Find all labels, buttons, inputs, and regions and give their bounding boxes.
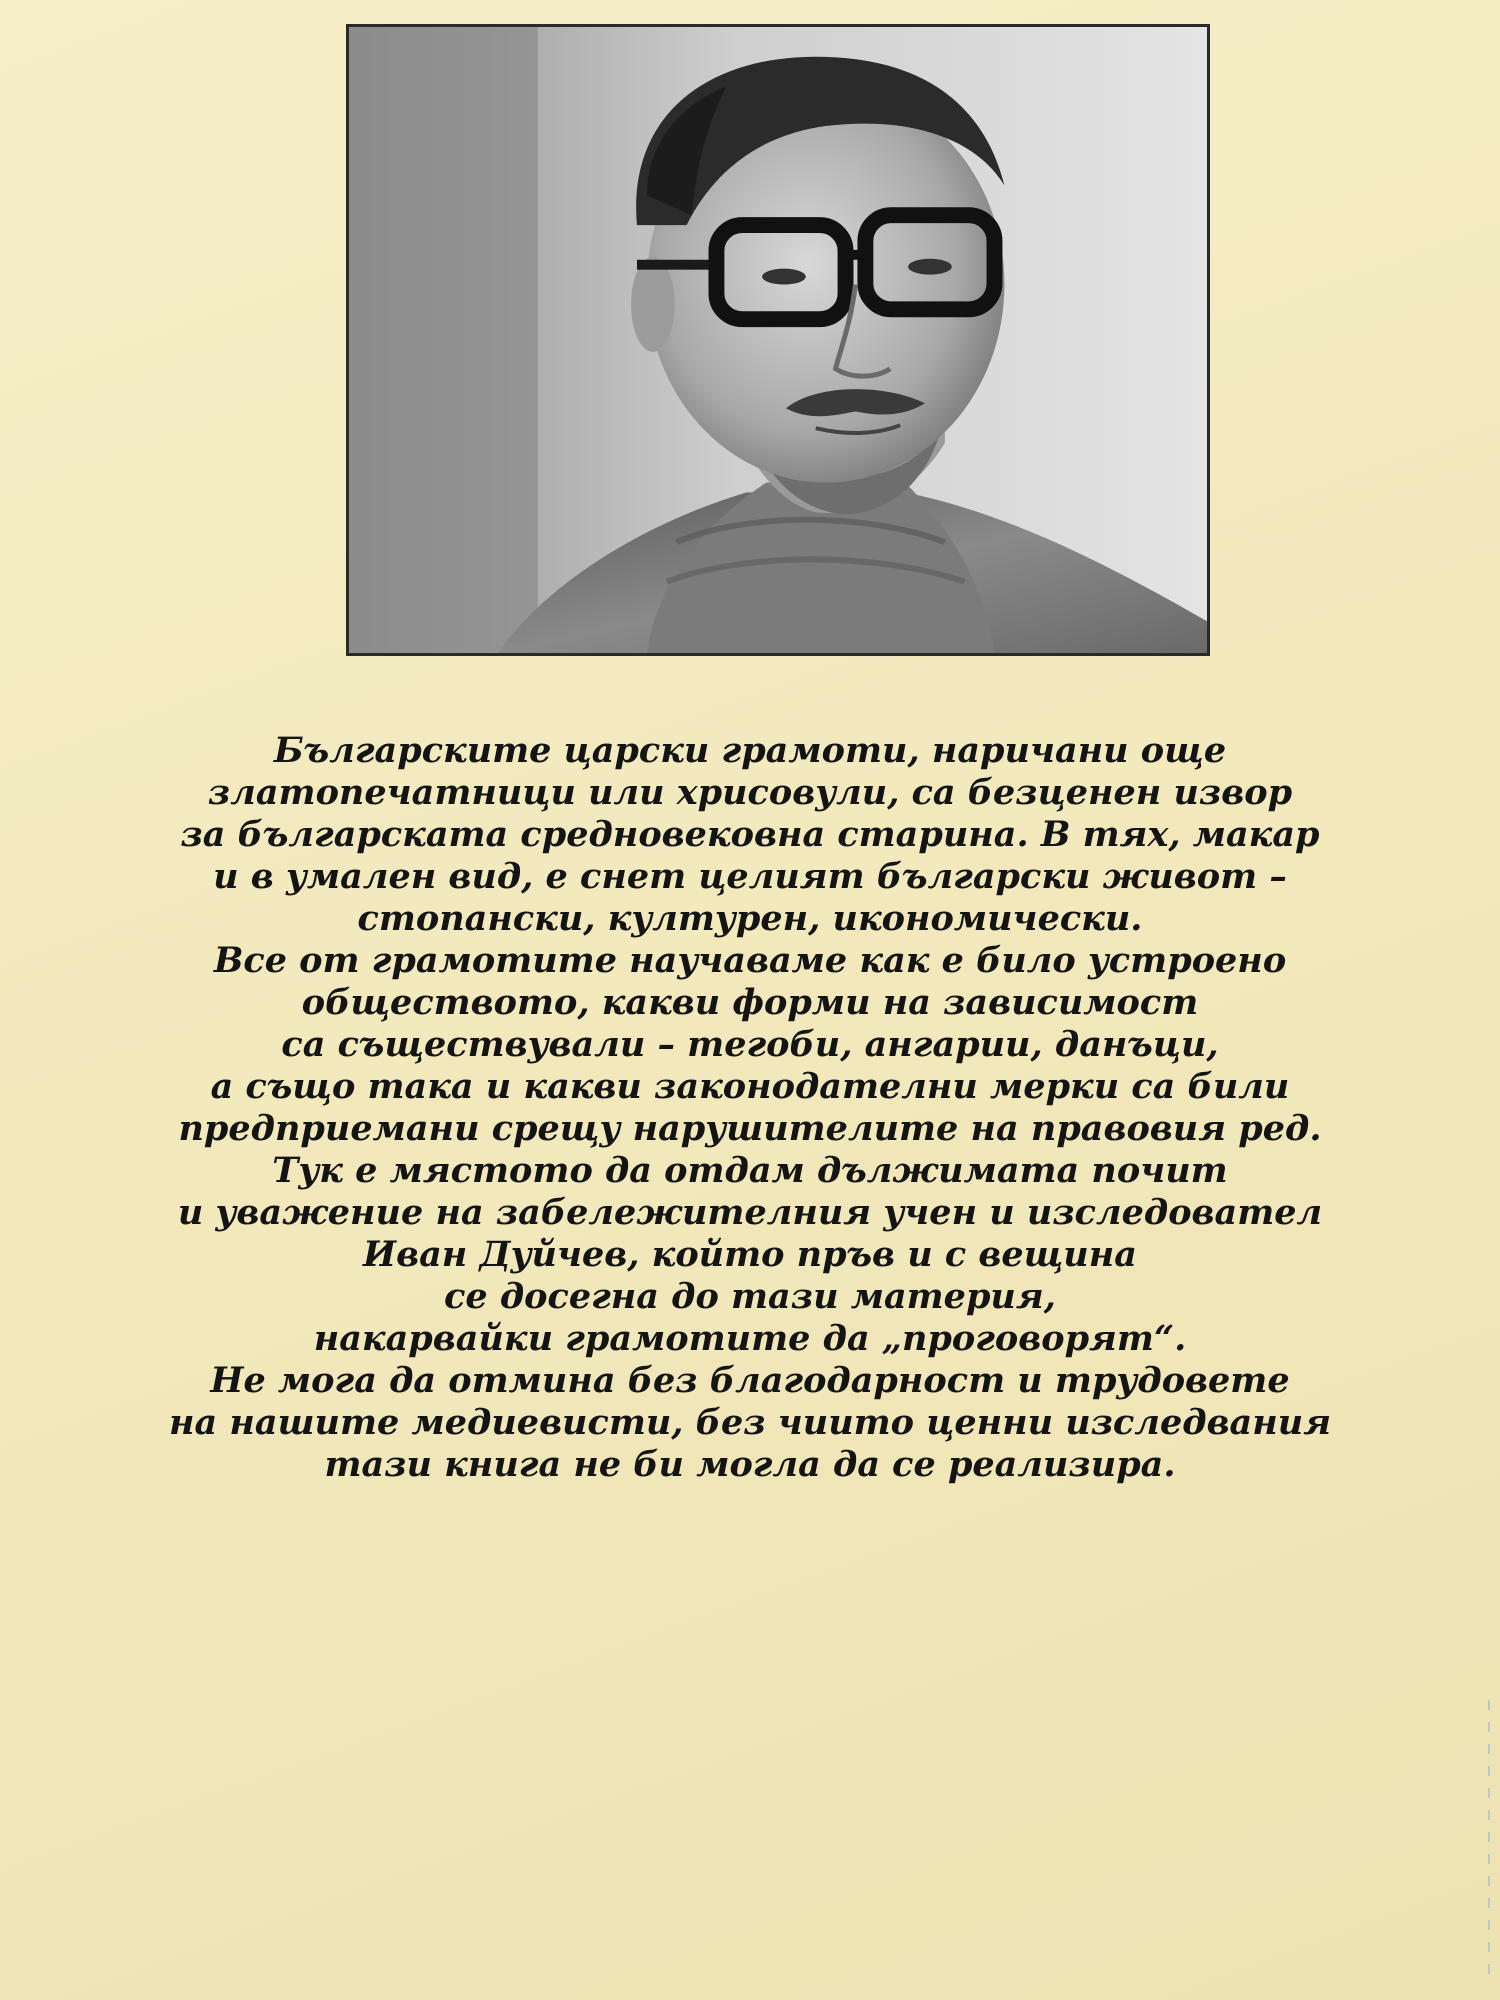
blurb-line: за българската средновековна старина. В тях, макар bbox=[180, 814, 1320, 855]
blurb-line: и уважение на забележителния учен и изследовател bbox=[177, 1192, 1323, 1233]
edge-decoration bbox=[1488, 1700, 1490, 1980]
blurb-line: накарвайки грамотите да „проговорят“. bbox=[313, 1318, 1187, 1359]
blurb-line: а също така и какви законодателни мерки са били bbox=[210, 1066, 1290, 1107]
blurb-line: Българските царски грамоти, наричани още bbox=[273, 730, 1227, 771]
blurb-line: на нашите медиевисти, без чиито ценни изследвания bbox=[168, 1402, 1332, 1443]
blurb-line: предприемани срещу нарушителите на правовия ред. bbox=[178, 1108, 1322, 1149]
author-photo bbox=[346, 24, 1210, 656]
blurb-line: обществото, какви форми на зависимост bbox=[301, 982, 1199, 1023]
blurb-line: са съществували – тегоби, ангарии, данъци, bbox=[281, 1024, 1219, 1065]
blurb-line: Иван Дуйчев, който пръв и с вещина bbox=[363, 1234, 1137, 1275]
blurb-line: Все от грамотите научаваме как е било устроено bbox=[213, 940, 1287, 981]
blurb-line: се досегна до тази материя, bbox=[444, 1276, 1056, 1317]
author-portrait-image bbox=[349, 27, 1207, 653]
blurb-line: стопански, културен, икономически. bbox=[357, 898, 1143, 939]
blurb-line: Не мога да отмина без благодарност и трудовете bbox=[210, 1360, 1290, 1401]
blurb-line: Тук е мястото да отдам дължимата почит bbox=[272, 1150, 1228, 1191]
blurb-line: златопечатници или хрисовули, са безценен извор bbox=[207, 772, 1293, 813]
blurb-line: тази книга не би могла да се реализира. bbox=[324, 1444, 1176, 1485]
blurb-line: и в умален вид, е снет целият български живот – bbox=[213, 856, 1287, 897]
back-cover-blurb bbox=[110, 730, 1390, 1486]
